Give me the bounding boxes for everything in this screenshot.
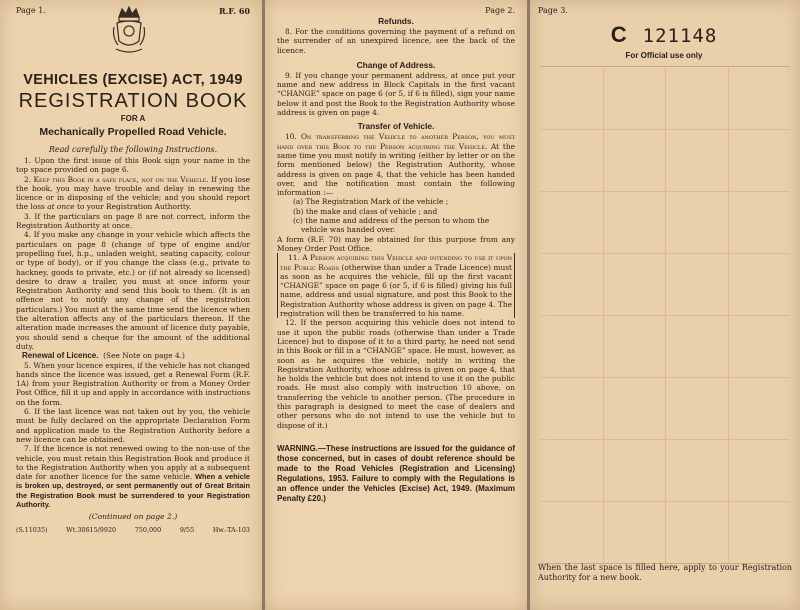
transfer-heading: Transfer of Vehicle. <box>357 121 435 132</box>
print-code: Wt.30615/9920 <box>66 526 117 535</box>
form-code: R.F. 60 <box>218 6 250 16</box>
instruction-7 <box>16 444 250 509</box>
print-code: Hw.-TA-103 <box>212 526 250 535</box>
instruction-5: 5. When your licence expires, if the vehicle has not changed hands since the licence was issued, get a Renewal Form (R.F. 1A) from your Registration Authority or from a Money Order Post Office, fill it up and apply in accordance with instructions on the form. <box>16 360 250 407</box>
instruction-12: 12. If the person acquiring this vehicle does not intend to use it upon the public roads (otherwise than under a Trade Licence) but to dispose of it to a third party, he need not send in this Book or fill in a “CHANGE” space. He must, however, as soon as he acquires the vehicle, notify in writing the Registration Authority, whose address is given on page 4, that he holds the vehicle but does not intend to use it on the public roads. He must also comply with instruction 10 above, on transferring the vehicle to another person. (The procedure in this paragraph is designed to meet the case of dealers and other persons who do not intend to use the vehicle but to dispose of it.) <box>277 318 515 430</box>
instruction-10 <box>277 132 515 197</box>
serial-number <box>538 22 790 48</box>
instruction-11-box <box>277 253 515 318</box>
instruction-6: 6. If the last licence was not taken out by you, the vehicle must be fully declared on the appropriate Declaration Form and application made to the Registration Authority before a new licence can be obtained. <box>16 407 250 444</box>
instruction-2-caps: 2. Keep this Book in a safe place, not on the Vehicle. <box>24 174 209 184</box>
book-title: REGISTRATION BOOK <box>18 90 248 112</box>
print-code: (S.11035) <box>16 526 48 535</box>
grid-row <box>540 129 790 130</box>
official-use-grid <box>540 66 790 564</box>
instruction-2-end: to your Registration Authority. <box>74 202 192 212</box>
instruction-11-text: (otherwise than under a Trade Licence) must as soon as he acquires the vehicle, fill up the first vacant “CHANGE” space on page 6 (or 5, if 6 is filled) giving his full name, address and usual signature, and post this Book to the Registration Authority whose address is given on page 4. The registration will then be transferred to his name. <box>280 262 512 319</box>
renewal-heading: Renewal of Licence. <box>22 351 99 361</box>
instruction-8: 8. For the conditions governing the payment of a refund on the surrender of an unexpired licence, see the back of the licence. <box>277 27 515 55</box>
serial-digits: 121148 <box>642 25 718 47</box>
grid-row <box>540 377 790 378</box>
instruction-4: 4. If you make any change in your vehicle which affects the particulars on page 8 (change of type of engine and/or propelling fuel, h.p., unladen weight, seating capacity, colour or type of body), or if you change the class (e.g., private to hackney, goods to private, etc.) or (if not already so licensed) desire to draw a trailer, you must at once inform your Registration Authority and send this book to them. (It is an offence not to notify any change of the registration particulars.) You must at the same time send the licence when the alteration affects any of the particulars thereon. If the alteration made increases the amount of licence duty payable, you should send a cheque for the amount of the additional duty. <box>16 230 250 351</box>
official-use-label: For Official use only <box>625 51 703 60</box>
instruction-3: 3. If the particulars on page 8 are not correct, inform the Registration Authority at once. <box>16 211 250 231</box>
royal-crest-icon <box>110 3 148 61</box>
list-item: (c) the name and address of the person to whom the vehicle was handed over. <box>293 216 490 235</box>
renewal-note: (See Note on page 4.) <box>103 351 185 361</box>
grid-row <box>540 501 790 502</box>
continued-note: (Continued on page 2.) <box>88 512 178 522</box>
instruction-1: 1. Upon the first issue of this Book sign your name in the top space provided on page 6. <box>16 156 250 175</box>
for-a: FOR A <box>120 114 146 123</box>
form-note: A form (R.F. 70) may be obtained for this purpose from any Money Order Post Office. <box>277 234 515 253</box>
page-number: Page 1. <box>16 6 46 15</box>
read-carefully: Read carefully the following Instructions. <box>48 145 218 154</box>
instruction-7-text: 7. If the licence is not renewed owing to the non-use of the vehicle, you must retain this Registration Book and produce it to the Registration Authority when you apply at a subsequent date for another licence for the same vehicle. <box>16 444 250 482</box>
instruction-7-bold: When a vehicle is broken up, destroyed, or sent permanently out of Great Britain the Registration Book must be surrendered to your Registration Authority. <box>16 472 250 509</box>
instruction-10-text: At the same time you must notify in writing (either by letter or on the form mentioned below) the Registration Authority, whose address is given on page 4, that the vehicle has been handed over, and the notification must contain the following information :— <box>277 141 515 198</box>
page-3-header <box>538 6 790 20</box>
book-subtitle: Mechanically Propelled Road Vehicle. <box>39 126 227 138</box>
page-number: Page 2. <box>485 6 515 15</box>
instruction-2-emph: at once <box>47 202 75 212</box>
serial-letter: C <box>610 22 627 47</box>
instruction-2 <box>16 175 250 212</box>
grid-row <box>540 253 790 254</box>
instruction-11 <box>280 253 512 318</box>
change-of-address-heading: Change of Address. <box>356 59 436 70</box>
new-book-note: When the last space is filled here, apply to your Registration Authority for a new book. <box>538 563 792 582</box>
instruction-10-caps: 10. On transferring the Vehicle to another Person, you must hand over this Book to the Person acquiring the Vehicle. <box>277 132 515 151</box>
list-item: (b) the make and class of vehicle ; and <box>293 206 438 216</box>
grid-row <box>540 315 790 316</box>
list-item: (a) The Registration Mark of the vehicle ; <box>293 197 449 207</box>
renewal-heading-line <box>16 351 250 360</box>
instruction-11-caps: 11. A Person acquiring this Vehicle and intending to use it upon the Public Roads <box>280 253 512 272</box>
grid-row <box>540 439 790 440</box>
page-number: Page 3. <box>538 6 568 15</box>
page-3 <box>530 0 800 610</box>
print-code: 9/55 <box>179 526 195 535</box>
print-code: 750,000 <box>134 526 162 535</box>
page-2 <box>265 0 527 610</box>
instruction-2-text: If you lose the book, you may have trouble and delay in renewing the licence or in disposing of the vehicle; and you should report the loss <box>16 174 250 212</box>
warning-notice: WARNING.—These instructions are issued for the guidance of those concerned, but in cases of doubt reference should be made to the Road Vehicles (Registration and Licensing) Regulations, 1953. Failure to comply with the Regulations is an offence under the Vehicles (Excise) Act, 1949. (Maximum Penalty £20.) <box>277 443 515 503</box>
act-title: VEHICLES (EXCISE) ACT, 1949 <box>23 72 243 88</box>
page-1 <box>0 0 262 610</box>
print-codes <box>16 526 250 534</box>
instruction-9: 9. If you change your permanent address, at once put your name and new address in Block Capitals in the first vacant “CHANGE” space on page 6 (or 5, if 6 is filled), sign your name below it and post the Book to the Registration Authority whose address is given on page 4. <box>277 70 515 118</box>
grid-row <box>540 191 790 192</box>
refunds-heading: Refunds. <box>378 16 414 26</box>
